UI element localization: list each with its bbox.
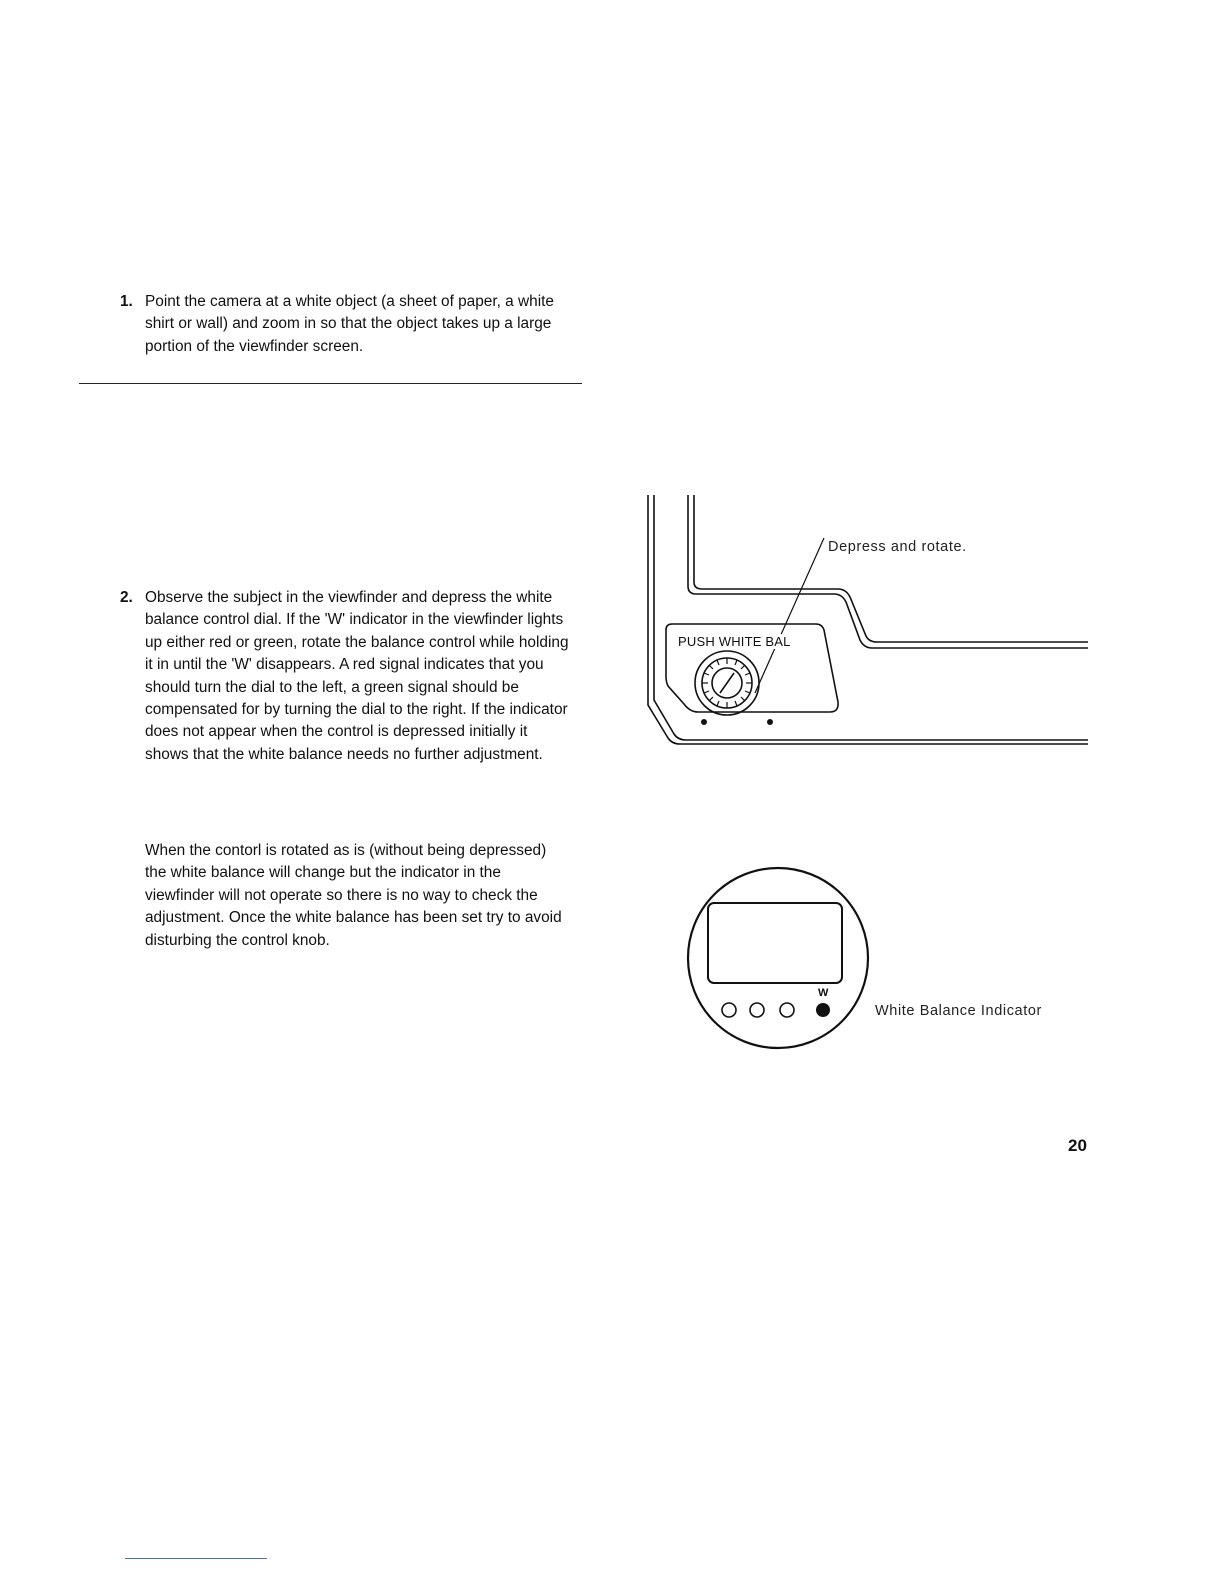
w-indicator-label: W (818, 987, 829, 999)
step-1 (100, 291, 570, 358)
adjustment-note: When the contorl is rotated as is (without being depressed) the white balance will change but the indicator in the viewfinder will not operate so there is no way to check the adjustment. Once the white balance has been set try to avoid disturbing the control knob. (145, 842, 562, 949)
bottom-rule (125, 1558, 267, 1559)
step-text: Point the camera at a white object (a sheet of paper, a white shirt or wall) and zoom in so that the object takes up a large portion of the viewfinder screen. (145, 293, 554, 355)
w-indicator-lamp (816, 1003, 830, 1017)
push-white-bal-label: PUSH WHITE BAL (678, 634, 791, 649)
white-balance-indicator-caption: White Balance Indicator (875, 1003, 1042, 1019)
camera-panel-illustration (640, 490, 1100, 770)
viewfinder-illustration (680, 860, 880, 1060)
top-rule (79, 383, 582, 384)
step-text: Observe the subject in the viewfinder and depress the white balance control dial. If the 'W' indicator in the viewfinder lights up either red or green, rotate the balance control while holding it in until the 'W' disappears. A red signal indicates that you should turn the dial to the left, a green signal should be compensated for by turning the dial to the right. If the indicator does not appear when the control is depressed initially it shows that the white balance needs no further adjustment. (145, 589, 569, 763)
page-number: 20 (1068, 1136, 1087, 1155)
depress-and-rotate-callout: Depress and rotate. (828, 539, 967, 555)
white-balance-indicator-figure (680, 860, 1100, 1060)
white-balance-control-figure (640, 490, 1100, 770)
step-2 (100, 587, 570, 766)
step-number: 1. (120, 293, 133, 310)
step-number: 2. (120, 589, 133, 606)
